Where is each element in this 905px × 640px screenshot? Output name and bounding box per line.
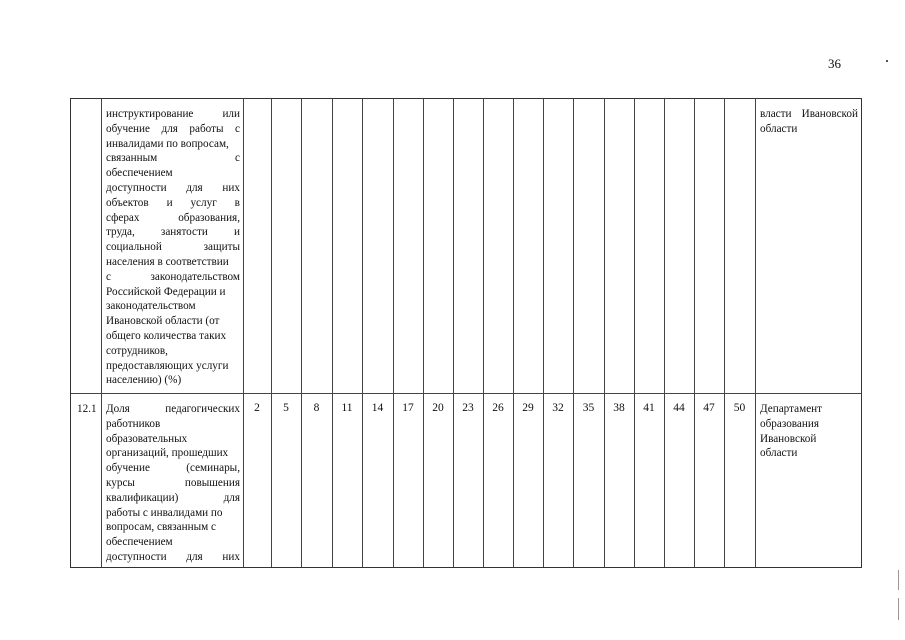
- text-line: [106, 373, 181, 388]
- text-line: [106, 285, 226, 300]
- word: Ивановской области (от: [106, 315, 220, 328]
- value-cell: 14: [371, 402, 384, 414]
- text-line: [106, 461, 240, 476]
- word: курсы: [106, 477, 135, 489]
- word: Доля: [106, 403, 130, 415]
- word: населения в соответствии: [106, 256, 229, 268]
- column-divider: [724, 99, 725, 567]
- word: обеспечением: [106, 536, 173, 549]
- column-divider: [332, 99, 333, 567]
- text-line: [106, 344, 168, 359]
- column-divider: [755, 99, 756, 567]
- column-divider: [243, 99, 244, 567]
- text-line: [106, 122, 240, 137]
- indicator-table: [70, 98, 862, 568]
- text-line: [106, 270, 240, 285]
- text-line: [106, 255, 229, 270]
- text-line: [106, 506, 223, 521]
- text-line: [106, 196, 240, 211]
- word: инвалидами по вопросам,: [106, 137, 229, 150]
- text-line: [106, 225, 240, 240]
- word: Российской Федерации и: [106, 285, 226, 298]
- column-divider: [453, 99, 454, 567]
- text-line: [106, 446, 228, 461]
- column-divider: [423, 99, 424, 567]
- row-number: 12.1: [77, 403, 97, 415]
- text-line: [106, 107, 240, 122]
- value-cell: 8: [313, 402, 320, 414]
- column-divider: [573, 99, 574, 567]
- value-cell: 41: [643, 402, 655, 414]
- word: обучение: [106, 462, 150, 475]
- word: доступности: [106, 182, 167, 194]
- row-divider: [71, 393, 861, 394]
- word: области: [760, 122, 798, 135]
- word: организаций, прошедших: [106, 447, 229, 460]
- word: услуг: [190, 196, 217, 209]
- text-line: [106, 550, 240, 565]
- value-cell: 32: [552, 402, 564, 414]
- word: квалификации): [106, 491, 179, 504]
- word: власти: [760, 108, 792, 120]
- column-divider: [664, 99, 665, 567]
- value-cell: 11: [341, 402, 353, 414]
- word: населению) (%): [106, 374, 182, 387]
- value-cell: 23: [462, 402, 474, 414]
- word: доступности: [106, 551, 167, 563]
- value-cell: 26: [492, 402, 504, 414]
- word: общего количества таких: [106, 330, 227, 342]
- word: с: [106, 270, 111, 283]
- word: объектов: [106, 196, 149, 209]
- text-line: [106, 535, 173, 550]
- word: законодательством: [106, 300, 196, 313]
- text-line: образования: [760, 417, 820, 430]
- word: них: [222, 551, 240, 563]
- value-cell: 44: [673, 402, 685, 414]
- text-line: [106, 151, 240, 166]
- value-cell: 47: [703, 402, 715, 414]
- word: для: [161, 122, 178, 135]
- word: обучение: [106, 122, 150, 135]
- word: предоставляющих услуги: [106, 359, 229, 372]
- value-cell: 29: [522, 402, 534, 414]
- text-line: [106, 299, 196, 314]
- scan-edge-mark: [898, 598, 899, 620]
- text-line: [106, 417, 160, 432]
- text-line: [106, 476, 240, 491]
- column-divider: [513, 99, 514, 567]
- value-cell: 17: [402, 402, 414, 414]
- page-number: 36: [828, 56, 841, 71]
- word: повышения: [184, 477, 240, 489]
- word: работы: [189, 122, 224, 135]
- text-line: [106, 137, 229, 152]
- column-divider: [694, 99, 695, 567]
- column-divider: [543, 99, 544, 567]
- column-divider: [362, 99, 363, 567]
- word: вопросам, связанным с: [106, 521, 216, 534]
- word: с: [235, 152, 240, 165]
- text-line: [760, 122, 797, 137]
- word: социальной: [106, 241, 162, 254]
- column-divider: [393, 99, 394, 567]
- word: связанным: [106, 152, 158, 165]
- word: труда,: [106, 226, 135, 239]
- text-line: Ивановской: [760, 432, 817, 445]
- word: в: [234, 196, 240, 209]
- word: занятости: [160, 226, 208, 239]
- column-divider: [604, 99, 605, 567]
- column-divider: [634, 99, 635, 567]
- word: сферах: [106, 211, 140, 224]
- text-line: [106, 181, 240, 196]
- word: инструктирование: [106, 108, 194, 120]
- text-line: Департамент: [760, 403, 823, 415]
- word: обеспечением: [106, 167, 173, 180]
- value-cell: 5: [283, 402, 289, 414]
- text-line: [106, 491, 240, 506]
- word: для: [186, 551, 203, 563]
- text-line: области: [760, 447, 798, 460]
- word: (семинары,: [186, 462, 240, 475]
- word: для: [186, 182, 203, 194]
- value-cell: 2: [254, 402, 260, 414]
- word: для: [223, 491, 240, 504]
- word: и: [166, 196, 173, 209]
- word: них: [222, 182, 240, 194]
- value-cell: 20: [432, 402, 444, 414]
- column-divider: [483, 99, 484, 567]
- word: работников: [106, 417, 161, 430]
- text-line: [106, 314, 219, 329]
- column-divider: [101, 99, 102, 567]
- word: с: [235, 122, 240, 135]
- text-line: [106, 402, 240, 417]
- word: и: [234, 226, 240, 239]
- word: образования,: [178, 211, 240, 224]
- column-divider: [301, 99, 302, 567]
- text-line: [760, 107, 858, 122]
- text-line: [106, 432, 187, 447]
- word: или: [222, 108, 240, 120]
- scan-speck: [886, 60, 888, 62]
- text-line: [106, 359, 228, 374]
- text-line: [106, 520, 216, 535]
- text-line: [106, 329, 226, 344]
- column-divider: [271, 99, 272, 567]
- word: защиты: [203, 241, 240, 254]
- value-cell: 50: [733, 402, 746, 414]
- word: работы с инвалидами по: [106, 506, 223, 519]
- word: образовательных: [106, 432, 188, 445]
- value-cell: 35: [582, 402, 595, 414]
- word: педагогических: [165, 403, 240, 415]
- word: сотрудников,: [106, 344, 168, 357]
- text-line: [106, 240, 240, 255]
- word: Ивановской: [801, 108, 858, 120]
- scan-edge-mark: [898, 570, 899, 590]
- text-line: [106, 166, 173, 181]
- value-cell: 38: [613, 402, 625, 414]
- word: законодательством: [150, 270, 240, 283]
- text-line: [106, 211, 240, 226]
